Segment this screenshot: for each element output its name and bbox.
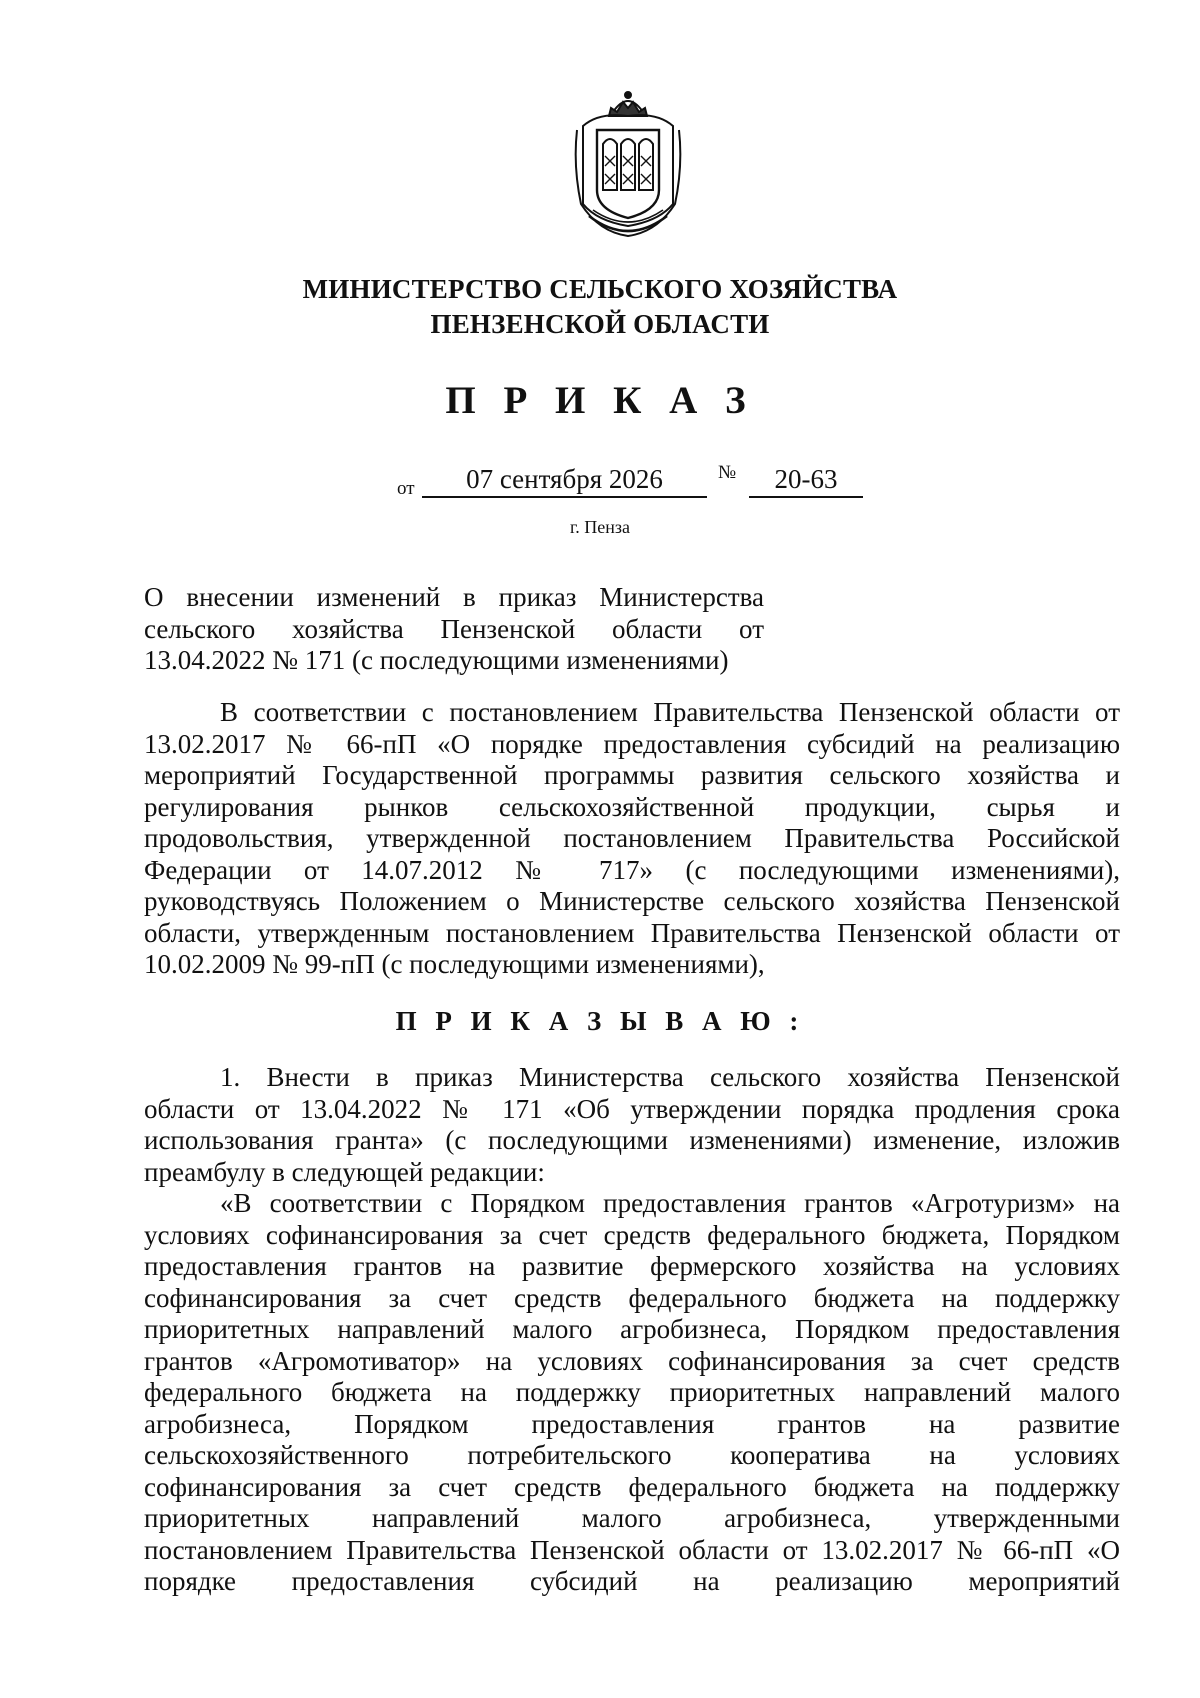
item-line: сельскохозяйственного потребительского кооператива на условиях bbox=[144, 1440, 1120, 1470]
order-subject bbox=[144, 582, 764, 677]
order-number: 20-63 bbox=[749, 462, 863, 498]
ministry-line-1: МИНИСТЕРСТВО СЕЛЬСКОГО ХОЗЯЙСТВА bbox=[302, 274, 898, 304]
subject-line: О внесении изменений в приказ Министерства bbox=[144, 582, 764, 612]
preamble-paragraph bbox=[144, 697, 1120, 981]
item-line: федерального бюджета на поддержку приоритетных направлений малого bbox=[144, 1377, 1120, 1407]
preamble-line: мероприятий Государственной программы развития сельского хозяйства и bbox=[144, 760, 1120, 790]
order-date-number-line bbox=[0, 462, 1200, 502]
decree-heading: П Р И К А З Ы В А Ю : bbox=[395, 1006, 805, 1036]
preamble-line: В соответствии с постановлением Правительства Пензенской области от bbox=[220, 697, 1120, 727]
item-line: «В соответствии с Порядком предоставления грантов «Агротуризм» на bbox=[220, 1188, 1120, 1218]
subject-line: сельского хозяйства Пензенской области от bbox=[144, 613, 764, 644]
ministry-line-2: ПЕНЗЕНСКОЙ ОБЛАСТИ bbox=[430, 309, 770, 339]
number-label: № bbox=[718, 462, 737, 483]
item-line: области от 13.04.2022 № 171 «Об утверждении порядка продления срока bbox=[144, 1093, 1120, 1124]
item-line: порядке предоставления субсидий на реализацию мероприятий bbox=[144, 1566, 1120, 1596]
item-line: условиях софинансирования за счет средств федерального бюджета, Порядком bbox=[144, 1219, 1120, 1250]
preamble-line: области, утвержденным постановлением Правительства Пензенской области от bbox=[144, 917, 1120, 948]
order-title: П Р И К А З bbox=[445, 379, 755, 422]
item-line: приоритетных направлений малого агробизнеса, утвержденными bbox=[144, 1503, 1120, 1533]
item-line: преамбулу в следующей редакции: bbox=[144, 1156, 545, 1187]
item-line: предоставления грантов на развитие фермерского хозяйства на условиях bbox=[144, 1251, 1120, 1281]
item-line: грантов «Агромотиватор» на условиях софинансирования за счет средств bbox=[144, 1345, 1120, 1376]
preamble-line: 10.02.2009 № 99-пП (с последующими изменениями), bbox=[144, 949, 765, 979]
date-from-label: от bbox=[397, 478, 415, 499]
item-line: использования гранта» (с последующими изменениями) изменение, изложив bbox=[144, 1125, 1120, 1155]
preamble-line: руководствуясь Положением о Министерстве сельского хозяйства Пензенской bbox=[144, 886, 1120, 916]
order-date: 07 сентября 2026 bbox=[422, 462, 707, 498]
item-line: софинансирования за счет средств федерального бюджета на поддержку bbox=[144, 1471, 1120, 1502]
item-line: 1. Внести в приказ Министерства сельского хозяйства Пензенской bbox=[220, 1062, 1120, 1092]
item-line: софинансирования за счет средств федерального бюджета на поддержку bbox=[144, 1282, 1120, 1313]
city-name: г. Пенза bbox=[569, 517, 631, 537]
preamble-line: регулирования рынков сельскохозяйственной продукции, сырья и bbox=[144, 791, 1120, 822]
preamble-line: продовольствия, утвержденной постановлением Правительства Российской bbox=[144, 823, 1120, 853]
item-line: агробизнеса, Порядком предоставления грантов на развитие bbox=[144, 1408, 1120, 1439]
coat-of-arms-emblem bbox=[569, 86, 687, 239]
preamble-line: Федерации от 14.07.2012 № 717» (с последующими изменениями), bbox=[144, 854, 1120, 885]
subject-line: 13.04.2022 № 171 (с последующими изменениями) bbox=[144, 645, 729, 675]
ministry-name bbox=[0, 272, 1200, 342]
item-line: приоритетных направлений малого агробизнеса, Порядком предоставления bbox=[144, 1314, 1120, 1344]
preamble-line: 13.02.2017 № 66-пП «О порядке предоставления субсидий на реализацию bbox=[144, 728, 1120, 759]
item-line: постановлением Правительства Пензенской области от 13.02.2017 № 66-пП «О bbox=[144, 1534, 1120, 1565]
item-1-paragraph bbox=[144, 1062, 1120, 1598]
